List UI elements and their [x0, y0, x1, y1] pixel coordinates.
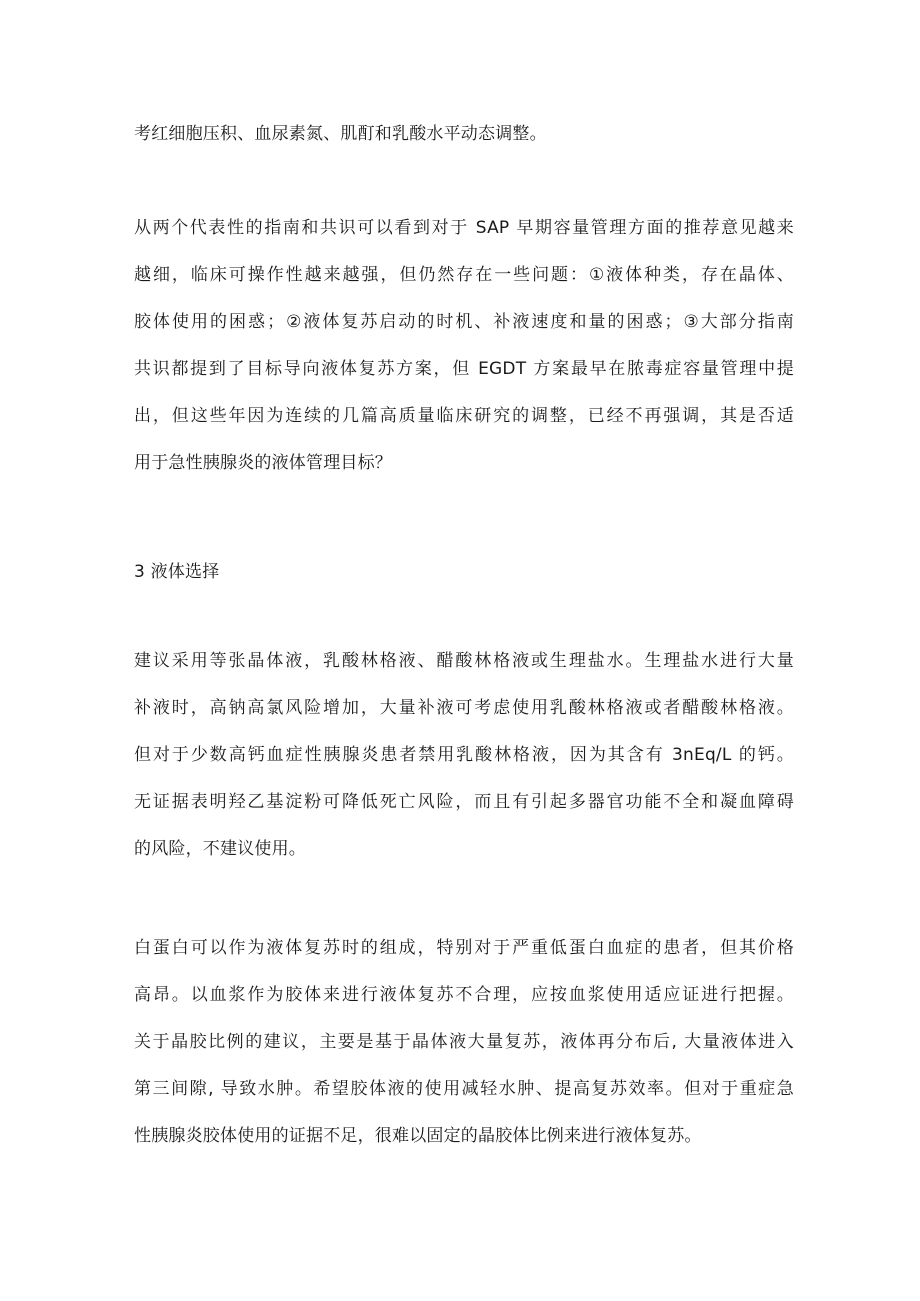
paragraph-continuation: [134, 111, 794, 158]
text-line: 的风险，不建议使用。: [134, 839, 306, 859]
text-line: 考红细胞压积、血尿素氮、肌酊和乳酸水平动态调整。: [134, 124, 547, 144]
text-line: 性胰腺炎胶体使用的证据不足，很难以固定的晶胶体比例来进行液体复苏。: [134, 1126, 702, 1146]
text-line: 关于晶胶比例的建议，主要是基于晶体液大量复苏，液体再分布后, 大量液体进入: [134, 1032, 794, 1052]
text-line: 高昂。以血浆作为胶体来进行液体复苏不合理，应按血浆使用适应证进行把握。: [134, 985, 794, 1005]
text-line: 补液时，高钠高氯风险增加，大量补液可考虑使用乳酸林格液或者醋酸林格液。: [134, 698, 794, 718]
text-line: 越细，临床可操作性越来越强，但仍然存在一些问题：①液体种类，存在晶体、: [134, 265, 794, 285]
section-heading: 3 液体选择: [134, 562, 220, 582]
text-line: 建议采用等张晶体液，乳酸林格液、醋酸林格液或生理盐水。生理盐水进行大量: [134, 651, 794, 671]
text-line: 第三间隙, 导致水肿。希望胶体液的使用减轻水肿、提高复苏效率。但对于重症急: [134, 1079, 794, 1099]
text-line: 无证据表明羟乙基淀粉可降低死亡风险，而且有引起多器官功能不全和凝血障碍: [134, 792, 794, 812]
paragraph-crystalloid-recommendation: [134, 638, 794, 873]
text-line: 用于急性胰腺炎的液体管理目标？: [134, 453, 392, 473]
paragraph-guidelines-summary: [134, 205, 794, 487]
paragraph-colloid-usage: [134, 925, 794, 1160]
text-line: 共识都提到了目标导向液体复苏方案，但 EGDT 方案最早在脓毒症容量管理中提: [134, 359, 794, 379]
text-line: 白蛋白可以作为液体复苏时的组成，特别对于严重低蛋白血症的患者，但其价格: [134, 938, 794, 958]
text-line: 从两个代表性的指南和共识可以看到对于 SAP 早期容量管理方面的推荐意见越来: [134, 218, 794, 238]
text-line: 出，但这些年因为连续的几篇高质量临床研究的调整，已经不再强调，其是否适: [134, 406, 794, 426]
text-line: 胶体使用的困惑；②液体复苏启动的时机、补液速度和量的困惑；③大部分指南: [134, 312, 794, 332]
text-line: 但对于少数高钙血症性胰腺炎患者禁用乳酸林格液，因为其含有 3nEq/L 的钙。: [134, 745, 794, 765]
